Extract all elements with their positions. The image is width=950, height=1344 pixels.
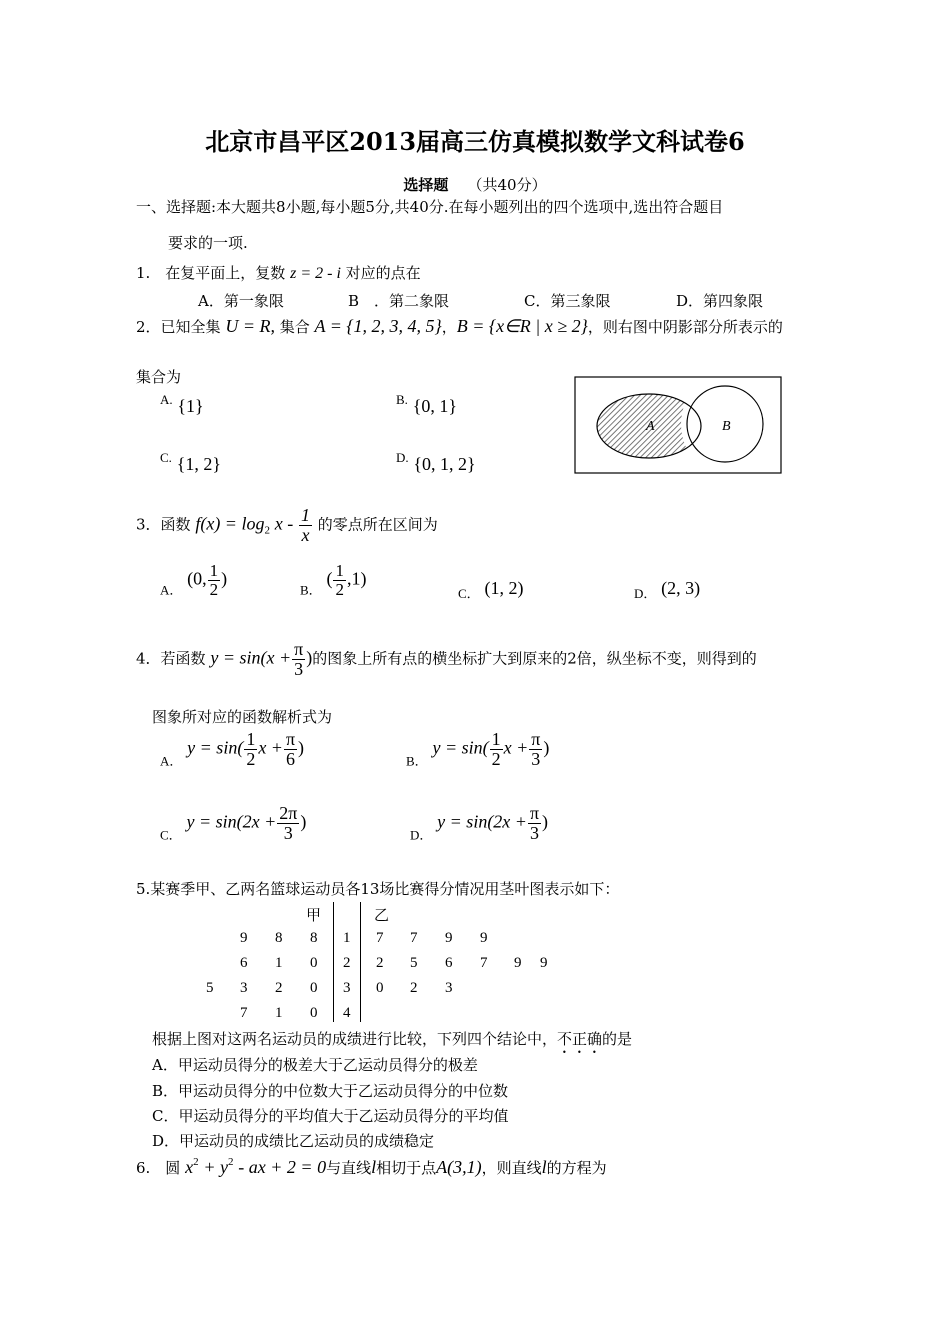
q6-point: A(3,1) — [436, 1157, 482, 1177]
leaf-jia: 0 — [310, 980, 318, 996]
leaf-yi: 5 — [410, 955, 418, 971]
leaf-jia: 1 — [275, 955, 283, 971]
q2-mid: 集合 — [279, 318, 310, 336]
q4-option-b: B． y = sin( $\frac{1}{2}$ x + $\frac{\pi}{3}$ ) — [406, 729, 550, 769]
stem-divider-left — [333, 902, 334, 1022]
question-1 — [136, 262, 421, 283]
q3-option-b: B． ( $\frac{1}{2}$ ,1) — [300, 561, 367, 599]
q2-universal-set: U = R, — [225, 316, 275, 336]
section-name: 选择题 — [403, 176, 449, 194]
q6-prefix: 6. 圆 — [136, 1159, 181, 1177]
question-5: 5.某赛季甲、乙两名篮球运动员各13场比赛得分情况用茎叶图表示如下： — [136, 880, 620, 898]
q4-line-2: 图象所对应的函数解析式为 — [152, 708, 333, 726]
section-note: （共40分） — [467, 176, 547, 194]
q5-option-a: A．甲运动员得分的极差大于乙运动员得分的极差 — [152, 1056, 478, 1074]
leaf-jia: 7 — [240, 1005, 248, 1021]
stem-value: 3 — [343, 980, 351, 996]
venn-diagram — [574, 376, 784, 476]
q4-prefix: 4．若函数 — [136, 649, 206, 668]
intro-line-1: 一、选择题:本大题共8小题,每小题5分,共40分.在每小题列出的四个选项中,选出符合题目 — [136, 198, 724, 216]
leaf-yi: 6 — [445, 955, 453, 971]
leaf-yi: 3 — [445, 980, 453, 996]
leaf-jia: 6 — [240, 955, 248, 971]
q3-suffix: 的零点所在区间为 — [317, 515, 438, 534]
q5-question: 根据上图对这两名运动员的成绩进行比较，下列四个结论中，不正确的是 — [152, 1030, 633, 1048]
intro-line-2: 要求的一项. — [168, 234, 248, 252]
leaf-yi: 7 — [410, 930, 418, 946]
leaf-yi: 0 — [376, 980, 384, 996]
q4-suffix: 的图象上所有点的横坐标扩大到原来的2倍，纵坐标不变，则得到的 — [312, 649, 757, 668]
q2-line-2: 集合为 — [136, 368, 182, 386]
leaf-jia: 2 — [275, 980, 283, 996]
section-heading — [0, 174, 950, 195]
leaf-jia: 8 — [310, 930, 318, 946]
q5-option-c: C．甲运动员得分的平均值大于乙运动员得分的平均值 — [152, 1107, 509, 1125]
q1-suffix: 对应的点在 — [345, 264, 421, 282]
leaf-yi: 2 — [410, 980, 418, 996]
q2-option-c: C. {1, 2} — [160, 450, 221, 474]
q2-set-b: B = {x∈R | x ≥ 2} — [456, 316, 588, 336]
q4-expr-left: y = sin(x + — [210, 647, 292, 668]
venn-label-a: A — [646, 419, 655, 434]
q2-option-b: B. {0, 1} — [396, 392, 457, 416]
leaf-jia: 0 — [310, 1005, 318, 1021]
q4-option-d: D． y = sin(2x + $\frac{\pi}{3}$ ) — [410, 803, 549, 843]
leaf-jia: 1 — [275, 1005, 283, 1021]
leaf-yi: 9 — [445, 930, 453, 946]
leaf-jia: 9 — [240, 930, 248, 946]
q2-prefix: 2．已知全集 — [136, 318, 221, 336]
leaf-jia: 3 — [240, 980, 248, 996]
leaf-yi: 7 — [480, 955, 488, 971]
question-6: 6. 圆 $x^2 + y^2$ - ax + 2 = 0与直线l相切于点A(3,1)，则直线l的方程为 — [136, 1156, 607, 1177]
page-title: 北京市昌平区2013届高三仿真模拟数学文科试卷6 — [205, 127, 745, 156]
q3-option-a: A． (0, $\frac{1}{2}$ ) — [160, 561, 228, 599]
q3-option-c: C． (1, 2) — [458, 578, 524, 601]
q5-option-d: D．甲运动员的成绩比乙运动员的成绩稳定 — [152, 1132, 435, 1150]
q3-fraction: $\frac{1}{x}$ — [301, 505, 311, 545]
stem-value: 4 — [343, 1005, 351, 1021]
q3-log-base: 2 — [264, 524, 270, 537]
leaf-yi: 2 — [376, 955, 384, 971]
q1-option-b: B ．第二象限 — [348, 292, 450, 310]
question-3 — [136, 506, 438, 545]
q4-option-c: C． y = sin(2x + $\frac{2\pi}{3}$ ) — [160, 803, 307, 843]
question-2 — [136, 316, 783, 337]
q2-option-a: A. {1} — [160, 392, 204, 416]
leaf-yi: 9 — [540, 955, 548, 971]
q4-option-a: A． y = sin( $\frac{1}{2}$ x + $\frac{\pi}{6}$ ) — [160, 729, 305, 769]
leaf-jia: 0 — [310, 955, 318, 971]
q5-emphasis: 不正确 — [557, 1030, 603, 1048]
leaf-yi: 9 — [480, 930, 488, 946]
q2-option-d: D. {0, 1, 2} — [396, 450, 476, 474]
q6-equation: - ax + 2 = 0 — [238, 1157, 327, 1177]
q1-option-d: D．第四象限 — [676, 292, 764, 310]
stem-value: 1 — [343, 930, 351, 946]
q2-set-a: A = {1, 2, 3, 4, 5} — [314, 316, 442, 336]
leaf-jia: 5 — [206, 980, 214, 996]
stem-value: 2 — [343, 955, 351, 971]
leaf-jia: 8 — [275, 930, 283, 946]
q3-lhs: f(x) = log — [195, 513, 265, 534]
stem-leaf-yi: 乙 — [374, 908, 390, 924]
stem-leaf-jia: 甲 — [306, 908, 322, 924]
leaf-yi: 7 — [376, 930, 384, 946]
q2-suffix: ，则右图中阴影部分所表示的 — [587, 318, 783, 336]
q3-option-d: D． (2, 3) — [634, 578, 701, 601]
q2-comma: ， — [441, 318, 457, 336]
leaf-yi: 9 — [514, 955, 522, 971]
q1-expression: z = 2 - i — [290, 265, 341, 282]
venn-label-b: B — [722, 419, 731, 434]
q1-option-c: C．第三象限 — [524, 292, 611, 310]
stem-divider-right — [360, 902, 361, 1022]
q1-prefix: 1. 在复平面上，复数 — [136, 264, 286, 282]
q3-prefix: 3．函数 — [136, 515, 191, 534]
q5-option-b: B．甲运动员得分的中位数大于乙运动员得分的中位数 — [152, 1082, 509, 1100]
q3-x: x - — [274, 513, 294, 534]
q1-option-a: A．第一象限 — [198, 292, 284, 310]
question-4: 4．若函数 y = sin(x + $\frac{\pi}{3}$ )的图象上所有点的横坐标扩大到原来的2倍，纵坐标不变，则得到的 — [136, 639, 757, 679]
